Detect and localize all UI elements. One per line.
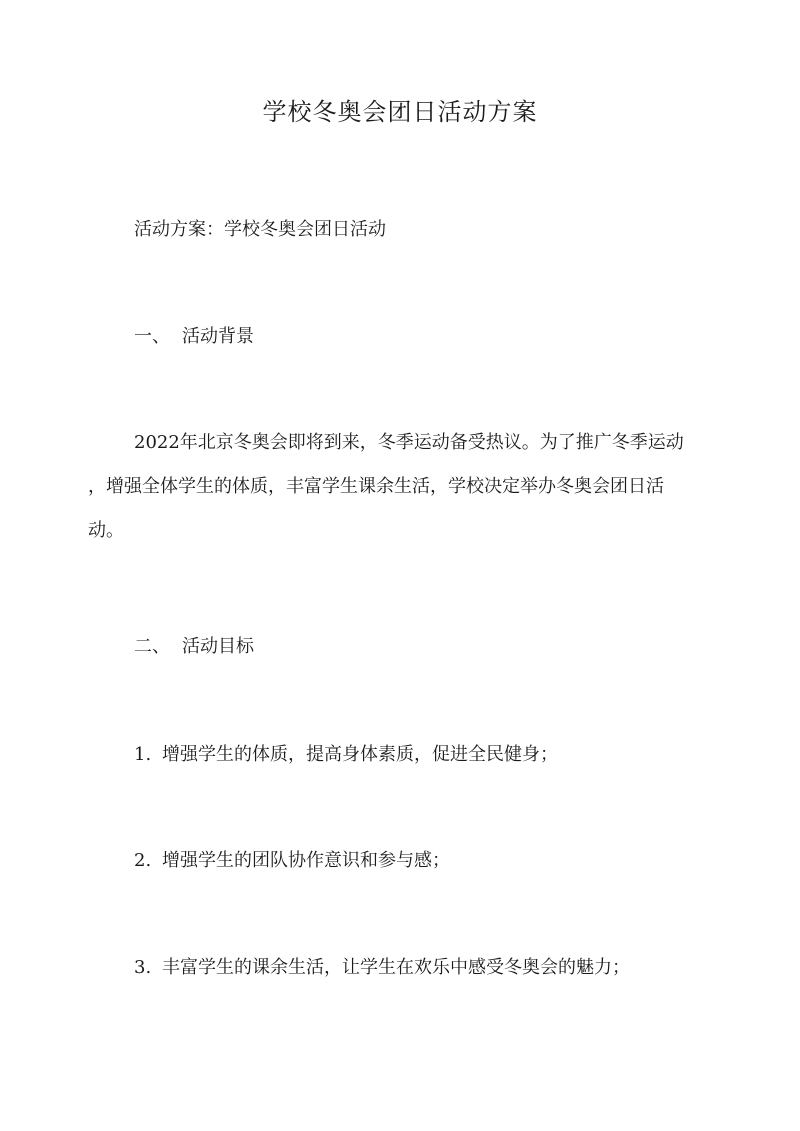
section-heading-text: 活动背景 — [182, 326, 254, 347]
background-paragraph — [88, 421, 708, 553]
section-heading-background — [134, 323, 254, 351]
list-item-text: 增强学生的团队协作意识和参与感； — [162, 850, 450, 871]
section-number: 一、 — [134, 326, 170, 347]
list-item-number: 1. — [134, 744, 152, 765]
list-item — [134, 741, 558, 769]
section-heading-goals — [134, 633, 254, 661]
list-item-number: 2. — [134, 850, 152, 871]
paragraph-line: ，增强全体学生的体质，丰富学生课余生活，学校决定举办冬奥会团日活 — [88, 476, 664, 497]
list-item — [134, 847, 450, 875]
section-heading-text: 活动目标 — [182, 636, 254, 657]
paragraph-line: 动。 — [88, 520, 124, 541]
list-item-number: 3. — [134, 957, 152, 978]
paragraph-line: 2022年北京冬奥会即将到来，冬季运动备受热议。为了推广冬季运动 — [134, 432, 684, 453]
section-number: 二、 — [134, 636, 170, 657]
list-item-text: 增强学生的体质，提高身体素质，促进全民健身； — [162, 744, 558, 765]
list-item-text: 丰富学生的课余生活，让学生在欢乐中感受冬奥会的魅力； — [162, 957, 630, 978]
document-title: 学校冬奥会团日活动方案 — [262, 98, 538, 126]
list-item — [134, 954, 630, 982]
activity-subtitle: 活动方案：学校冬奥会团日活动 — [134, 219, 386, 240]
